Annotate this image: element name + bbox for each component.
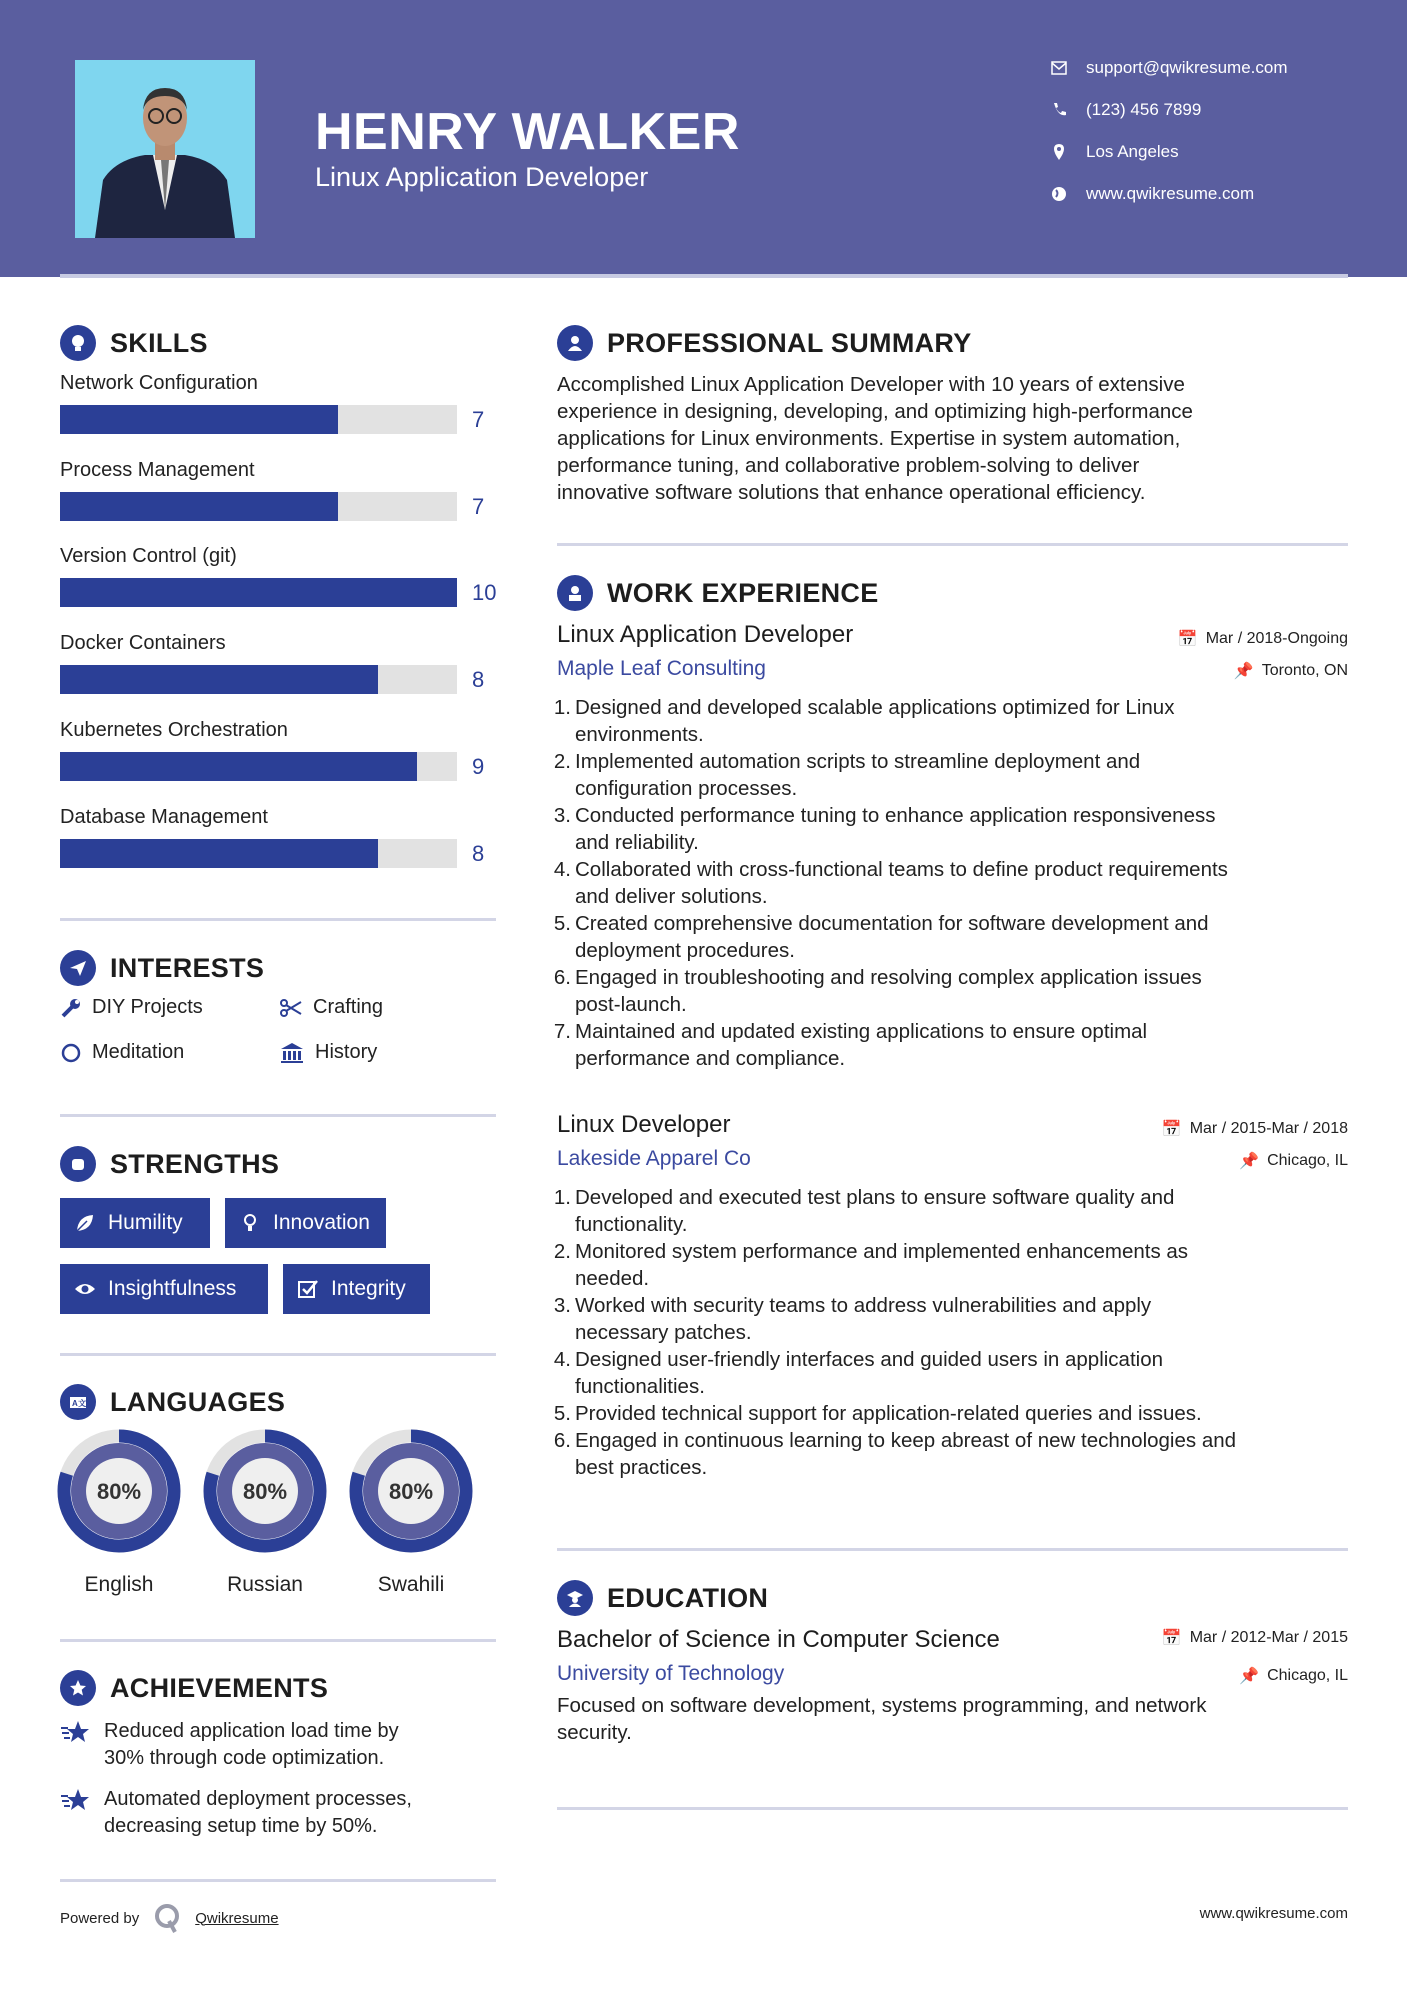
duty-text: functionality. [575,1213,688,1236]
skill-bar [60,578,457,607]
divider [557,1548,1348,1551]
skill-bar [60,665,457,694]
star-icon [60,1720,90,1772]
interest-label: Meditation [92,1041,185,1063]
interest-item [279,996,383,1019]
summary-section [557,325,1348,506]
job-title: Linux Application Developer [557,621,854,648]
duty-item [553,1346,1348,1400]
language-donut [341,1428,481,1554]
duty-item [553,748,1348,802]
duty-number: 3. [553,1294,571,1317]
skill-item [60,632,500,694]
pin-icon: 📌 [1239,1668,1260,1685]
summary-line: experience in designing, developing, and optimizing high-performance [557,400,1193,423]
interests-heading: INTERESTS [110,952,265,983]
summary-line: innovative software solutions that enhance operational efficiency. [557,481,1146,504]
duty-item [553,1427,1348,1481]
achievement-text: 30% through code optimization. [104,1747,385,1769]
duty-list [553,1184,1348,1481]
company-name: Lakeside Apparel Co [557,1147,751,1170]
divider [60,1353,496,1356]
leaf-icon [74,1212,96,1234]
achievements-heading: ACHIEVEMENTS [110,1672,329,1703]
divider [60,1114,496,1117]
qwikresume-link[interactable]: Qwikresume [195,1909,279,1927]
achievement-item [60,1786,500,1840]
languages-section [60,1384,285,1420]
briefcase-user-icon [557,575,593,611]
education-date: 📅 Mar / 2012-Mar / 2015 [1161,1629,1348,1647]
contact-text: support@qwikresume.com [1086,58,1288,77]
skill-label: Database Management [60,805,268,828]
interest-label: Crafting [313,996,384,1018]
strength-label: Innovation [273,1211,370,1234]
language-donut [195,1428,335,1554]
summary-line: applications for Linux environments. Expertise in system automation, [557,427,1181,450]
job-date: 📅 Mar / 2015-Mar / 2018 [1161,1120,1348,1138]
duty-text: Developed and executed test plans to ensure software quality and [575,1186,1175,1209]
language-icon [60,1384,96,1420]
duty-number: 5. [553,912,571,935]
strength-label: Humility [108,1211,183,1234]
divider [60,1879,496,1882]
phone-icon [1050,101,1068,119]
location-icon [1050,143,1068,161]
skill-bar-fill [60,405,338,434]
skill-value: 7 [472,493,485,519]
achievements-section [60,1670,328,1706]
skill-label: Version Control (git) [60,545,237,568]
globe-icon [1050,185,1068,203]
job-date: 📅 Mar / 2018-Ongoing [1177,630,1348,648]
job-entry [553,621,1348,1072]
duty-text: and reliability. [575,831,699,854]
skill-label: Network Configuration [60,372,258,394]
contact-text: (123) 456 7899 [1086,100,1202,119]
skills-section [60,325,208,361]
duty-text: Provided technical support for application-related queries and issues. [575,1402,1202,1425]
duty-text: Created comprehensive documentation for software development and [575,912,1209,935]
skill-bar-fill [60,665,378,694]
experience-section [557,575,879,611]
lightbulb-icon [60,325,96,361]
interest-item [279,1041,377,1064]
graduate-icon [557,1580,593,1616]
duty-text: needed. [575,1267,650,1290]
duty-text: environments. [575,723,704,746]
skill-item [60,372,500,434]
duty-text: and deliver solutions. [575,885,768,908]
divider [557,543,1348,546]
candidate-title: Linux Application Developer [315,162,649,192]
duty-text: Engaged in continuous learning to keep abreast of new technologies and [575,1429,1237,1452]
strength-label: Integrity [331,1277,406,1300]
duty-text: Maintained and updated existing applications to ensure optimal [575,1020,1148,1043]
skills-heading: SKILLS [110,327,208,358]
duty-text: Collaborated with cross-functional teams to define product requirements [575,858,1228,881]
wrench-icon [60,997,82,1019]
languages-heading: LANGUAGES [110,1386,286,1417]
candidate-name: HENRY WALKER [315,103,740,161]
contact-location[interactable] [1050,142,1179,162]
skill-bar-fill [60,578,457,607]
job-title: Linux Developer [557,1111,731,1138]
duty-text: Monitored system performance and implemented enhancements as [575,1240,1189,1263]
duty-number: 5. [553,1402,571,1425]
interest-item [60,1041,184,1064]
achievement-item [60,1718,500,1772]
skill-bar-fill [60,752,417,781]
education-section [557,1580,768,1616]
education-description: Focused on software development, systems programming, and network [557,1694,1207,1717]
strengths-section [60,1146,279,1182]
duty-text: best practices. [575,1456,708,1479]
skill-bar [60,405,457,434]
skill-item [60,719,500,781]
skill-value: 7 [472,407,485,432]
job-entry [553,1111,1348,1481]
strength-label: Insightfulness [108,1277,237,1300]
duty-text: necessary patches. [575,1321,752,1344]
calendar-icon: 📅 [1177,631,1198,648]
duty-text: configuration processes. [575,777,798,800]
school: University of Technology [557,1662,785,1685]
footer-website: www.qwikresume.com [1199,1905,1348,1922]
duty-text: Engaged in troubleshooting and resolving complex application issues [575,966,1202,989]
summary-line: Accomplished Linux Application Developer with 10 years of extensive [557,373,1185,396]
duty-item [553,910,1348,964]
calendar-icon: 📅 [1161,1121,1182,1138]
contact-mail[interactable] [1050,58,1288,78]
duty-number: 2. [553,750,571,773]
education-entry [557,1626,1348,1746]
duty-text: functionalities. [575,1375,705,1398]
achievement-text: Automated deployment processes, [104,1788,412,1810]
skill-value: 8 [472,840,485,866]
strengths-heading: STRENGTHS [110,1148,280,1179]
interest-label: History [315,1041,378,1063]
language-label: Russian [227,1573,303,1596]
pin-icon: 📌 [1233,663,1254,680]
summary-line: performance tuning, and collaborative problem-solving to deliver [557,454,1140,477]
contact-globe[interactable] [1050,184,1254,204]
check-square-icon [297,1278,319,1300]
company-name: Maple Leaf Consulting [557,657,766,680]
language-donut [49,1428,189,1554]
duty-text: Designed user-friendly interfaces and guided users in application [575,1348,1164,1371]
divider [557,1807,1348,1810]
skill-item [60,545,500,607]
circle-icon [60,1042,82,1064]
summary-heading: PROFESSIONAL SUMMARY [607,327,972,358]
duty-item [553,1400,1348,1427]
job-location: 📌 Toronto, ON [1233,662,1348,680]
contact-phone[interactable] [1050,100,1201,120]
language-percent: 80% [242,1479,288,1504]
interest-item [60,996,203,1019]
skill-value: 8 [472,667,485,693]
eye-icon [74,1278,96,1300]
language-label: Swahili [377,1573,445,1596]
museum-icon [279,1042,305,1064]
achievement-text: Reduced application load time by [104,1720,399,1742]
skill-bar [60,492,457,521]
skill-bar-fill [60,492,338,521]
skill-value: 9 [472,753,485,779]
language-item [195,1428,335,1597]
duty-text: post-launch. [575,993,687,1016]
duty-list [553,694,1348,1072]
education-description: security. [557,1721,632,1744]
language-percent: 80% [388,1479,434,1504]
skill-item [60,459,500,521]
skill-bar-fill [60,839,378,868]
duty-number: 4. [553,1348,571,1371]
language-item [341,1428,481,1597]
job-location: 📌 Chicago, IL [1239,1152,1348,1170]
mail-icon [1050,59,1068,77]
duty-number: 6. [553,966,571,989]
paper-plane-icon [60,950,96,986]
duty-number: 1. [553,696,571,719]
duty-item [553,1184,1348,1238]
powered-by-label: Powered by [60,1909,140,1927]
duty-item [553,856,1348,910]
scissors-icon [279,997,303,1019]
duty-item [553,1238,1348,1292]
lightbulb-icon [239,1212,261,1234]
skill-label: Docker Containers [60,632,226,655]
contact-text: www.qwikresume.com [1086,184,1255,203]
duty-item [553,694,1348,748]
duty-text: Conducted performance tuning to enhance application responsiveness [575,804,1216,827]
duty-text: Worked with security teams to address vulnerabilities and apply [575,1294,1152,1317]
duty-item [553,1018,1348,1072]
fist-icon [60,1146,96,1182]
degree: Bachelor of Science in Computer Science [557,1626,1000,1653]
skill-bar [60,839,457,868]
footer-powered-by [60,1903,279,1933]
duty-text: deployment procedures. [575,939,795,962]
achievement-text: decreasing setup time by 50%. [104,1815,378,1837]
duty-number: 6. [553,1429,571,1452]
education-location: 📌 Chicago, IL [1239,1667,1348,1685]
strength-chip [225,1198,386,1248]
strength-chip [60,1264,268,1314]
duty-number: 3. [553,804,571,827]
skill-label: Process Management [60,458,255,481]
interests-section [60,950,264,986]
duty-item [553,1292,1348,1346]
duty-number: 4. [553,858,571,881]
duty-item [553,964,1348,1018]
divider [60,1639,496,1642]
duty-text: Designed and developed scalable applications optimized for Linux [575,696,1175,719]
duty-text: performance and compliance. [575,1047,846,1070]
skill-item [60,806,500,868]
skill-label: Kubernetes Orchestration [60,718,288,741]
duty-number: 1. [553,1186,571,1209]
header-divider [60,274,1348,278]
language-item [49,1428,189,1597]
interest-label: DIY Projects [92,996,203,1018]
strength-chip [60,1198,210,1248]
strength-chip [283,1264,430,1314]
experience-heading: WORK EXPERIENCE [607,577,879,608]
profile-photo [75,60,255,238]
star-icon [60,1788,90,1840]
skill-bar [60,752,457,781]
language-label: English [84,1573,154,1596]
skill-value: 10 [472,580,497,606]
contact-text: Los Angeles [1086,142,1179,161]
duty-text: Implemented automation scripts to streamline deployment and [575,750,1141,773]
divider [60,918,496,921]
duty-number: 2. [553,1240,571,1263]
qwikresume-logo-icon [153,1903,181,1933]
language-percent: 80% [96,1479,142,1504]
user-icon [557,325,593,361]
pin-icon: 📌 [1239,1153,1260,1170]
svg-text:A文: A文 [72,1399,87,1408]
duty-number: 7. [553,1020,571,1043]
education-heading: EDUCATION [607,1582,769,1613]
calendar-icon: 📅 [1161,1630,1182,1647]
star-badge-icon [60,1670,96,1706]
duty-item [553,802,1348,856]
